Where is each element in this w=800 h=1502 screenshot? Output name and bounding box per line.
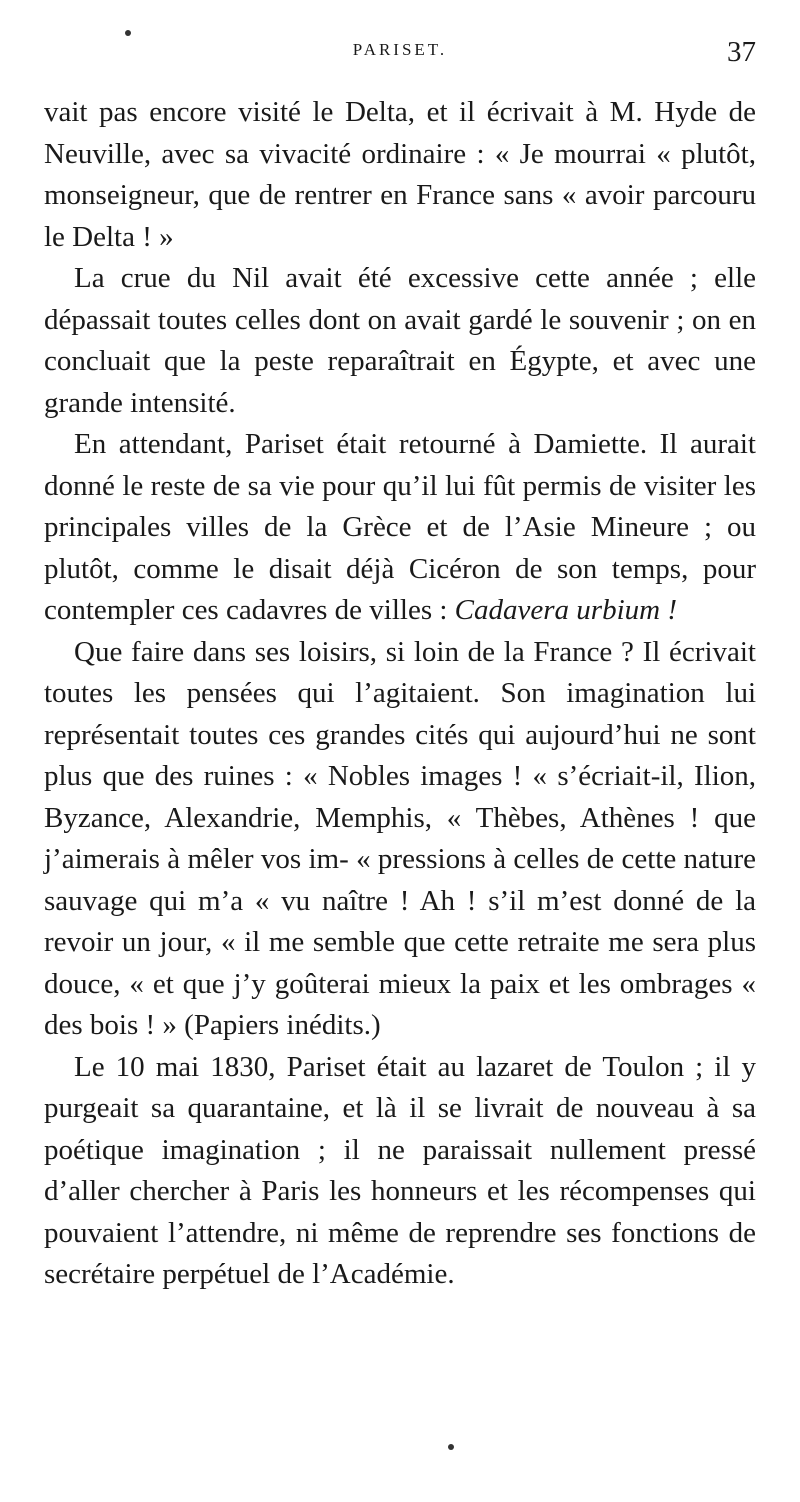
paragraph-3 [44,424,756,632]
bottom-ornament [448,1444,454,1450]
body-text [44,92,756,1296]
page-number: 37 [727,36,756,68]
paragraph-2: La crue du Nil avait été excessive cette année ; elle dépassait toutes celles dont on avait gardé le souvenir ; on en concluait que la peste reparaîtrait en Égypte, et avec une grande intensité. [44,262,756,419]
paragraph-3-text: En attendant, Pariset était retourné à Damiette. Il aurait donné le reste de sa vie pour qu’il lui fût permis de visiter les principales villes de la Grèce et de l’Asie Mineure ; ou plutôt, comme le disait déjà Cicéron de son temps, pour contempler ces cadavres de villes : [44,428,756,626]
paragraph-1: vait pas encore visité le Delta, et il écrivait à M. Hyde de Neuville, avec sa vivacité ordinaire : « Je mourrai « plutôt, monseigneur, que de rentrer en France sans « avoir parcouru le Delta ! » [44,96,756,253]
paragraph-5: Le 10 mai 1830, Pariset était au lazaret de Toulon ; il y purgeait sa quarantaine, et là il se livrait de nouveau à sa poétique imagination ; il ne paraissait nullement pressé d’aller chercher à Paris les honneurs et les récompenses qui pouvaient l’attendre, ni même de reprendre ses fonctions de secrétaire perpétuel de l’Académie. [44,1050,756,1290]
page-header [44,34,756,84]
paragraph-4: Que faire dans ses loisirs, si loin de la France ? Il écrivait toutes les pensées qui l’agitaient. Son imagination lui représentait toutes ces grandes cités qui aujourd’hui ne sont plus que des ruines : « Nobles images ! « s’écriait-il, Ilion, Byzance, Alexandrie, Memphis, « Thèbes, Athènes ! que j’aimerais à mêler vos im- « pressions à celles de cette nature sauvage qui m’a « vu naître ! Ah ! s’il m’est donné de la revoir un jour, « il me semble que cette retraite me sera plus douce, « et que j’y goûterai mieux la paix et les ombrages « des bois ! » (Papiers inédits.) [44,635,756,1041]
running-head: PARISET. [352,40,448,59]
latin-quote: Cadavera urbium ! [454,594,677,626]
